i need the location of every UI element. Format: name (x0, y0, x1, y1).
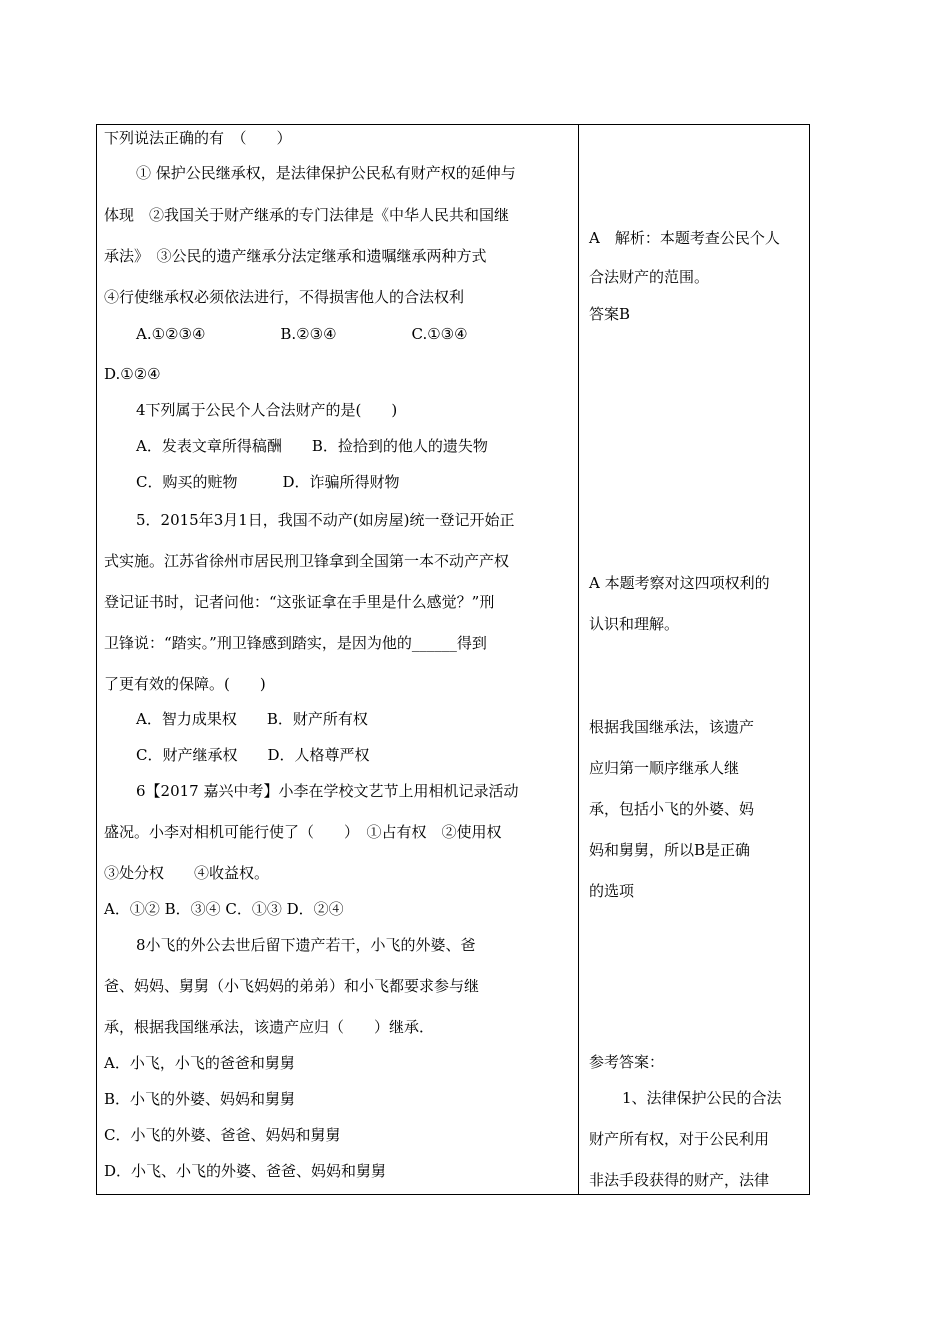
option-line: C．财产继承权 D．人格尊严权 (136, 746, 370, 764)
question-stem: 6【2017 嘉兴中考】小李在学校文艺节上用相机记录活动 (136, 782, 519, 800)
option-line: C．小飞的外婆、爸爸、妈妈和舅舅 (104, 1126, 341, 1144)
analysis-text: 根据我国继承法，该遗产 (589, 718, 755, 736)
question-stem: 4下列属于公民个人合法财产的是( ) (136, 401, 398, 419)
reference-answer-heading: 参考答案： (589, 1053, 665, 1071)
question-text: ③处分权 ④收益权。 (104, 864, 270, 882)
option-line: C．购买的赃物 D．诈骗所得财物 (136, 473, 400, 491)
option-line: B．小飞的外婆、妈妈和舅舅 (104, 1090, 296, 1108)
statement-line: 承法》 ③公民的遗产继承分法定继承和遗嘱继承两种方式 (104, 247, 487, 265)
option-line: A．发表文章所得稿酬 B．捡拾到的他人的遗失物 (136, 437, 488, 455)
reference-answer-text: 非法手段获得的财产，法律 (589, 1171, 770, 1189)
question-text: 盛况。小李对相机可能行使了（ ） ①占有权 ②使用权 (104, 823, 502, 841)
analysis-text: 应归第一顺序继承人继 (589, 759, 740, 777)
question-stem: 5．2015年3月1日，我国不动产(如房屋)统一登记开始正 (136, 511, 515, 529)
question-stem: 下列说法正确的有 （ ） (104, 129, 292, 147)
analysis-text: 合法财产的范围。 (589, 268, 710, 286)
analysis-text: 承，包括小飞的外婆、妈 (589, 800, 755, 818)
analysis-text: A 本题考察对这四项权利的 (589, 574, 770, 592)
statement-line: 体现 ②我国关于财产继承的专门法律是《中华人民共和国继 (104, 206, 510, 224)
statement-line: ① 保护公民继承权，是法律保护公民私有财产权的延伸与 (136, 164, 516, 182)
analysis-text: 妈和舅舅，所以B是正确 (589, 841, 751, 859)
option-line: D．小飞、小飞的外婆、爸爸、妈妈和舅舅 (104, 1162, 387, 1180)
column-divider (578, 124, 579, 1195)
analysis-text: A 解析：本题考查公民个人 (589, 229, 780, 247)
reference-answer-text: 1、法律保护公民的合法 (622, 1089, 782, 1107)
question-text: 承，根据我国继承法，该遗产应归（ ）继承． (104, 1018, 435, 1036)
question-text: 卫锋说：“踏实。”刑卫锋感到踏实，是因为他的______得到 (104, 634, 487, 652)
option-line: A．小飞，小飞的爸爸和舅舅 (104, 1054, 295, 1072)
option-line: A．①② B．③④ C．①③ D．②④ (104, 900, 344, 918)
analysis-text: 的选项 (589, 882, 635, 900)
option-line: A．智力成果权 B．财产所有权 (136, 710, 368, 728)
question-stem: 8小飞的外公去世后留下遗产若干，小飞的外婆、爸 (136, 936, 476, 954)
statement-line: ④行使继承权必须依法进行，不得损害他人的合法权利 (104, 288, 465, 306)
option-line: A.①②③④ B.②③④ C.①③④ (136, 325, 468, 343)
question-text: 了更有效的保障。( ) (104, 675, 266, 693)
reference-answer-text: 财产所有权，对于公民利用 (589, 1130, 770, 1148)
analysis-text: 认识和理解。 (589, 615, 680, 633)
option-line: D.①②④ (104, 365, 161, 383)
question-text: 登记证书时，记者问他：“这张证拿在手里是什么感觉？”刑 (104, 593, 495, 611)
question-text: 爸、妈妈、舅舅（小飞妈妈的弟弟）和小飞都要求参与继 (104, 977, 480, 995)
answer-text: 答案B (589, 305, 631, 323)
question-text: 式实施。江苏省徐州市居民刑卫锋拿到全国第一本不动产产权 (104, 552, 510, 570)
